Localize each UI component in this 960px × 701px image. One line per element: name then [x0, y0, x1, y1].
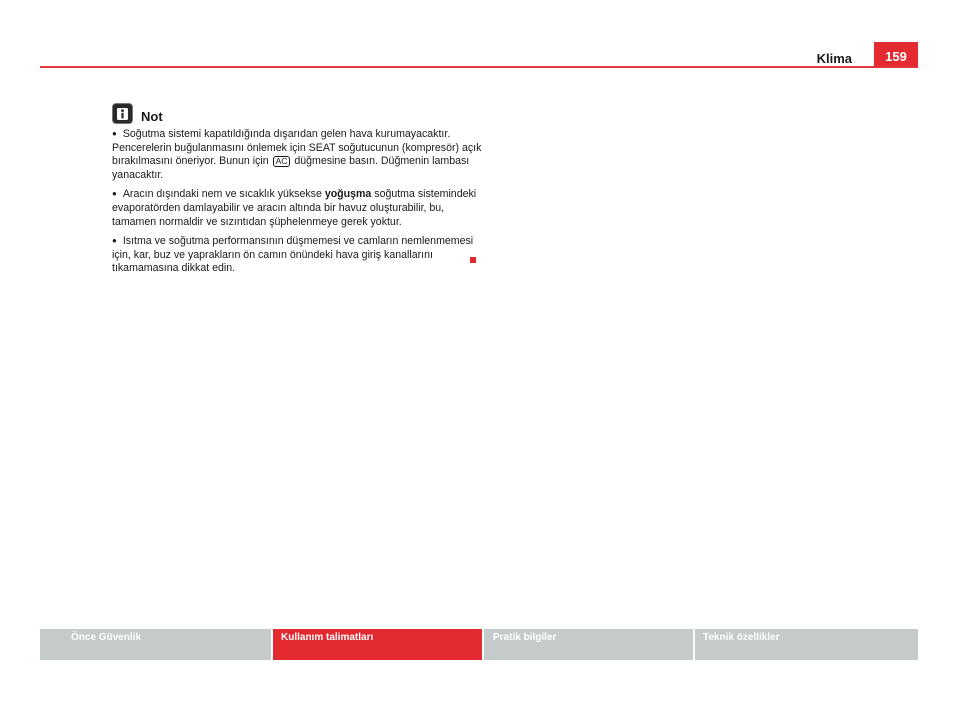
bullet: ● [112, 129, 117, 138]
note-paragraph-3 [112, 235, 484, 276]
note-header [112, 98, 484, 124]
note-p3-text: Isıtma ve soğutma performansının düşmemesi ve camların nemlenmemesi için, kar, buz ve yaprakların ön camın önündeki hava giriş kanallarını tıkamamasına dikkat edin. [112, 235, 474, 275]
footer-tab-practical-info[interactable]: Pratik bilgiler [484, 629, 693, 660]
note-p1-text-before: Soğutma sistemi kapatıldığında dışarıdan gelen hava kurumayacaktır. Pencerelerin buğulanmasını önlemek için SEAT soğutucunun (kompresör) açık bırakılmasını öneriyor. Bunun için [112, 128, 482, 168]
footer-nav [40, 629, 918, 660]
note-p2-text-after: soğutma sistemindeki evaporatörden damlayabilir ve aracın altında bir havuz oluşturabilir, bu, tamamen normaldir ve sızıntıdan şüphelenmeye gerek yoktur. [112, 188, 477, 228]
bullet: ● [112, 236, 117, 246]
footer-tab-technical-specs[interactable]: Teknik özellikler [695, 629, 918, 660]
note-paragraph-2 [112, 188, 484, 229]
note-p2-bold-term: yoğuşma [324, 188, 372, 201]
note-title: Not [141, 109, 163, 124]
page-number: 159 [874, 42, 918, 67]
footer-tab-operating-instructions[interactable]: Kullanım talimatları [273, 629, 482, 660]
footer-tab-safety[interactable]: Önce Güvenlik [40, 629, 271, 660]
ac-key-symbol: AC [273, 156, 291, 167]
note-box [112, 98, 484, 282]
bullet: ● [112, 189, 117, 199]
note-p2-text-before: Aracın dışındaki nem ve sıcaklık yüksekse [122, 188, 325, 201]
section-title: Klima [816, 51, 852, 66]
note-paragraph-1 [112, 128, 484, 182]
section-end-mark [470, 257, 476, 263]
info-note-icon [112, 103, 133, 124]
header-rule [40, 66, 918, 68]
note-p1-text-after: düğmesine basın. Düğmenin lambası yanacaktır. [112, 155, 470, 181]
